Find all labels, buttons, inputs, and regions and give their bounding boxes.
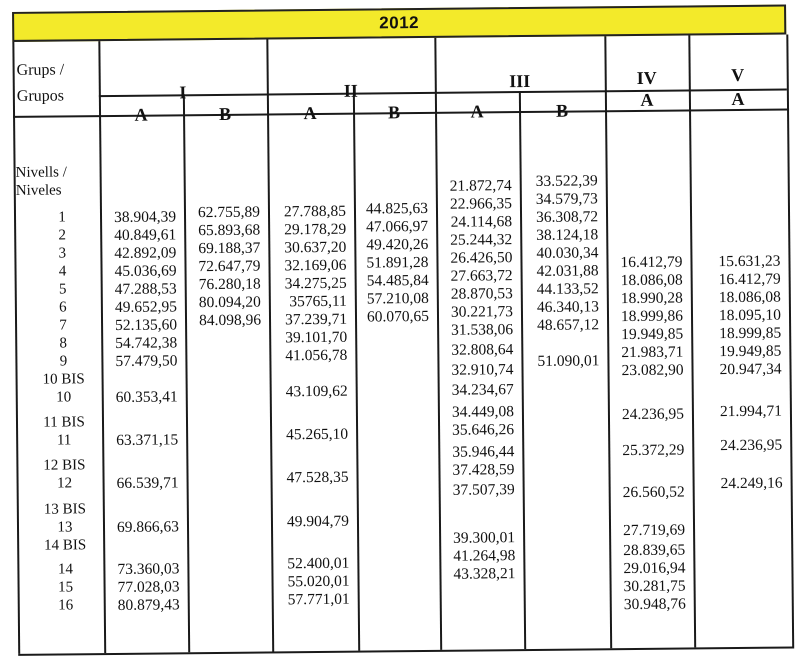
table-border-right <box>786 34 794 646</box>
table-cell: 63.371,15 <box>116 431 179 449</box>
table-cell: 16.412,79 <box>718 270 781 289</box>
table-cell: 65.893,68 <box>198 221 261 240</box>
level-label: 12 BIS <box>43 457 86 474</box>
table-cell: 27.663,72 <box>450 267 513 285</box>
table-cell: 38.904,39 <box>113 208 177 226</box>
table-cell: 32.808,64 <box>451 341 514 359</box>
table-cell: 57.210,08 <box>366 289 429 308</box>
table-cell: 80.094,20 <box>198 293 261 312</box>
level-label: 8 <box>59 335 68 352</box>
table-cell: 45.036,69 <box>114 262 177 280</box>
table-cell: 25.244,32 <box>450 231 513 249</box>
table-cell: 34.449,08 <box>451 403 514 421</box>
table-cell: 20.947,34 <box>719 360 782 379</box>
table-cell: 57.479,50 <box>115 352 178 370</box>
table-cell: 54.742,38 <box>115 334 178 352</box>
table-border-bottom <box>18 646 794 655</box>
table-cell: 57.771,01 <box>287 590 350 609</box>
table-cell: 24.236,95 <box>621 405 685 424</box>
table-border-left <box>12 42 20 654</box>
table-cell: 36.308,72 <box>535 208 599 226</box>
table-cell: 18.095,10 <box>718 306 782 325</box>
table-cell: 42.031,88 <box>536 262 599 280</box>
table-cell: 69.188,37 <box>198 239 261 258</box>
table-cell: 62.755,89 <box>197 203 261 222</box>
subgroup-header: A <box>134 104 148 125</box>
table-cell: 26.426,50 <box>450 249 513 267</box>
table-cell: 25.372,29 <box>622 441 685 460</box>
table-cell: 18.990,28 <box>620 289 683 308</box>
table-cell: 19.949,85 <box>719 342 782 361</box>
table-cell: 39.101,70 <box>285 328 348 347</box>
level-label: 4 <box>58 263 67 280</box>
level-label: 13 <box>57 519 73 536</box>
level-label: 11 <box>56 432 72 449</box>
table-cell: 49.420,26 <box>366 235 429 254</box>
table-cell: 41.264,98 <box>453 547 516 565</box>
group-header-II: II <box>343 80 358 101</box>
table-cell: 44.133,52 <box>536 280 599 298</box>
table-cell: 49.652,95 <box>114 298 177 316</box>
table-cell: 21.872,74 <box>449 177 512 195</box>
table-cell: 34.579,73 <box>535 190 598 208</box>
table-cell: 16.412,79 <box>620 253 683 272</box>
table-cell: 66.539,71 <box>116 474 179 492</box>
table-cell: 43.109,62 <box>285 382 348 401</box>
table-cell: 30.948,76 <box>623 595 686 614</box>
table-cell: 60.353,41 <box>115 388 178 406</box>
table-cell: 30.221,73 <box>450 303 514 321</box>
table-cell: 15.631,23 <box>718 252 781 271</box>
table-cell: 52.135,60 <box>114 316 178 334</box>
level-label: 14 BIS <box>44 537 87 554</box>
table-cell: 37.507,39 <box>452 481 515 499</box>
level-label: 14 <box>57 561 73 578</box>
table-cell: 47.066,97 <box>366 217 429 236</box>
level-label: 11 BIS <box>43 414 85 431</box>
group-header-V: V <box>731 64 745 86</box>
table-cell: 34.234,67 <box>451 381 514 399</box>
table-cell: 49.904,79 <box>286 512 350 531</box>
table-cell: 80.879,43 <box>117 596 180 614</box>
table-cell: 29.178,29 <box>284 220 347 239</box>
subgroup-header: A <box>303 103 317 124</box>
table-cell: 77.028,03 <box>117 578 180 596</box>
level-label: 13 BIS <box>43 501 86 518</box>
table-cell: 18.999,86 <box>620 307 684 326</box>
table-cell: 60.070,65 <box>366 307 430 326</box>
table-cell: 30.281,75 <box>623 577 686 596</box>
table-cell: 35.946,44 <box>452 443 515 461</box>
table-cell: 28.870,53 <box>450 285 513 303</box>
level-label: 12 <box>57 475 73 492</box>
table-cell: 30.637,20 <box>284 238 347 257</box>
table-cell: 43.328,21 <box>453 565 516 583</box>
table-cell: 18.999,85 <box>719 324 782 343</box>
subgroup-header: B <box>555 100 569 121</box>
table-cell: 19.949,85 <box>621 325 684 344</box>
table-cell: 32.169,06 <box>284 256 347 275</box>
levels-label-ca: Nivells / <box>15 164 67 181</box>
subgroup-divider <box>353 93 360 651</box>
table-cell: 76.280,18 <box>198 275 261 294</box>
level-label: 16 <box>58 597 74 614</box>
level-label: 6 <box>59 299 67 316</box>
table-cell: 46.340,13 <box>536 298 599 316</box>
table-cell: 73.360,03 <box>117 560 180 578</box>
table-cell: 40.030,34 <box>536 244 599 262</box>
table-cell: 37.239,71 <box>284 310 348 329</box>
subgroup-header: A <box>640 89 654 110</box>
group-header-IV: IV <box>636 67 657 88</box>
subgroup-header: A <box>470 101 484 122</box>
table-cell: 18.086,08 <box>620 271 683 290</box>
subgroup-divider <box>183 94 190 652</box>
group-header-III: III <box>509 70 531 92</box>
year-title-bar <box>12 5 786 42</box>
table-cell: 52.400,01 <box>287 554 350 573</box>
table-cell: 84.098,96 <box>198 311 262 330</box>
groups-label-ca: Grups / <box>16 61 65 79</box>
table-cell: 40.849,61 <box>114 226 177 244</box>
table-cell: 72.647,79 <box>198 257 261 276</box>
table-cell: 51.090,01 <box>537 352 600 370</box>
table-cell: 29.016,94 <box>623 559 686 578</box>
table-cell: 55.020,01 <box>287 572 350 591</box>
table-cell: 33.522,39 <box>535 172 598 190</box>
table-cell: 42.892,09 <box>114 244 177 262</box>
level-label: 1 <box>58 209 66 226</box>
table-cell: 47.288,53 <box>114 280 177 298</box>
level-label: 7 <box>59 317 67 334</box>
table-cell: 54.485,84 <box>366 271 429 290</box>
table-cell: 45.265,10 <box>286 425 349 444</box>
table-cell: 32.910,74 <box>451 361 514 379</box>
table-cell: 28.839,65 <box>623 541 686 560</box>
levels-label-es: Niveles <box>15 182 62 199</box>
groups-label-es: Grupos <box>16 87 65 105</box>
table-cell: 69.866,63 <box>116 518 180 536</box>
level-label: 15 <box>58 579 74 596</box>
table-cell: 41.056,78 <box>285 346 348 365</box>
table-cell: 24.236,95 <box>720 436 783 455</box>
table-cell: 51.891,28 <box>366 253 429 272</box>
year-title: 2012 <box>379 13 420 33</box>
table-cell: 24.249,16 <box>720 474 783 493</box>
level-label: 3 <box>58 245 67 262</box>
salary-table-sheet <box>6 0 802 656</box>
table-cell: 18.086,08 <box>718 288 781 307</box>
table-cell: 34.275,25 <box>284 274 347 293</box>
table-cell: 27.788,85 <box>283 202 347 221</box>
table-cell: 22.966,35 <box>449 195 513 213</box>
table-cell: 37.428,59 <box>452 461 515 479</box>
table-cell: 47.528,35 <box>286 468 349 487</box>
level-label: 9 <box>59 353 68 370</box>
table-cell: 48.657,12 <box>537 316 600 334</box>
subgroup-header: B <box>218 103 232 124</box>
table-cell: 44.825,63 <box>365 199 429 218</box>
table-cell: 21.994,71 <box>719 402 783 421</box>
table-cell: 39.300,01 <box>453 529 516 547</box>
table-cell: 23.082,90 <box>621 361 684 380</box>
level-label: 10 BIS <box>42 371 85 388</box>
subgroup-header: A <box>731 88 745 110</box>
level-label: 2 <box>58 227 67 244</box>
table-cell: 21.983,71 <box>621 343 684 362</box>
table-cell: 35.646,26 <box>452 421 515 439</box>
table-cell: 31.538,06 <box>451 321 514 339</box>
table-cell: 27.719,69 <box>622 521 686 540</box>
table-cell: 26.560,52 <box>622 483 685 502</box>
table-cell: 35765,11 <box>289 292 347 311</box>
subgroup-header: B <box>387 102 401 123</box>
table-cell: 38.124,18 <box>536 226 599 244</box>
table-cell: 24.114,68 <box>450 213 513 231</box>
level-label: 5 <box>58 281 67 298</box>
group-header-I: I <box>179 82 187 103</box>
level-label: 10 <box>56 389 72 406</box>
